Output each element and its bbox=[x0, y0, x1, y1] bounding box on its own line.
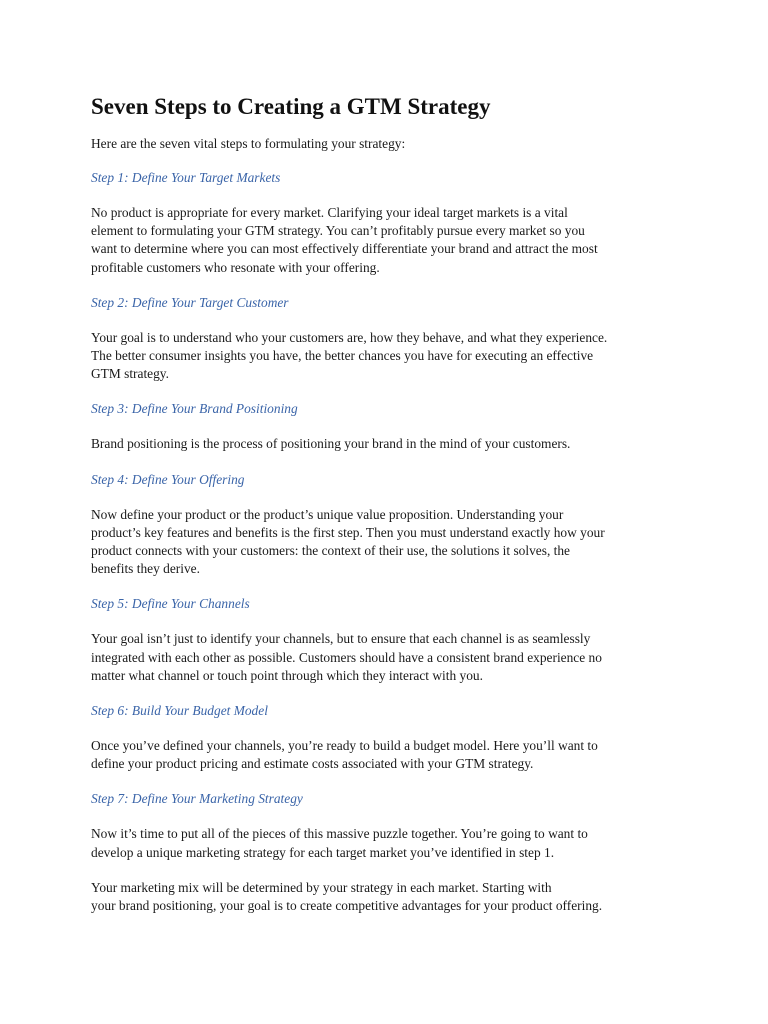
step-2-paragraph bbox=[91, 329, 683, 384]
document-title: Seven Steps to Creating a GTM Strategy bbox=[91, 94, 491, 119]
paragraph-line: Now define your product or the product’s unique value proposition. Understanding your bbox=[91, 506, 564, 522]
step-4-paragraph bbox=[91, 506, 683, 579]
paragraph-line: Once you’ve defined your channels, you’re ready to build a budget model. Here you’ll want to bbox=[91, 738, 598, 754]
step-1-paragraph bbox=[91, 204, 683, 277]
paragraph-line: Now it’s time to put all of the pieces of this massive puzzle together. You’re going to want to bbox=[91, 826, 588, 842]
paragraph-line: product’s key features and benefits is the first step. Then you must understand exactly how your bbox=[91, 524, 605, 540]
paragraph-line: define your product pricing and estimate costs associated with your GTM strategy. bbox=[91, 756, 534, 772]
paragraph-line: Your goal is to understand who your customers are, how they behave, and what they experience. bbox=[91, 329, 608, 345]
paragraph-line: matter what channel or touch point through which they interact with you. bbox=[91, 667, 483, 683]
document-page bbox=[91, 92, 683, 932]
paragraph-line: GTM strategy. bbox=[91, 366, 169, 382]
paragraph-line: your brand positioning, your goal is to create competitive advantages for your product offering. bbox=[91, 898, 603, 914]
paragraph-line: benefits they derive. bbox=[91, 561, 200, 577]
step-6-heading: Step 6: Build Your Budget Model bbox=[91, 703, 268, 719]
step-3-paragraph bbox=[91, 435, 683, 453]
paragraph-line: develop a unique marketing strategy for each target market you’ve identified in step 1. bbox=[91, 844, 555, 860]
paragraph-line: profitable customers who resonate with your offering. bbox=[91, 259, 380, 275]
step-4-heading: Step 4: Define Your Offering bbox=[91, 471, 245, 487]
paragraph-line: Brand positioning is the process of positioning your brand in the mind of your customers. bbox=[91, 436, 571, 452]
paragraph-line: integrated with each other as possible. Customers should have a consistent brand experience no bbox=[91, 649, 602, 665]
step-6-paragraph bbox=[91, 737, 683, 773]
paragraph-line: Your goal isn’t just to identify your channels, but to ensure that each channel is as seamlessly bbox=[91, 631, 591, 647]
step-3-heading: Step 3: Define Your Brand Positioning bbox=[91, 401, 298, 417]
step-7-heading: Step 7: Define Your Marketing Strategy bbox=[91, 791, 303, 807]
paragraph-line: want to determine where you can most effectively differentiate your brand and attract the most bbox=[91, 241, 598, 257]
closing-paragraph bbox=[91, 879, 683, 915]
paragraph-line: No product is appropriate for every market. Clarifying your ideal target markets is a vital bbox=[91, 205, 568, 220]
step-5-heading: Step 5: Define Your Channels bbox=[91, 596, 250, 612]
paragraph-line: The better consumer insights you have, the better chances you have for executing an effective bbox=[91, 348, 594, 364]
step-2-heading: Step 2: Define Your Target Customer bbox=[91, 294, 289, 310]
paragraph-line: Your marketing mix will be determined by your strategy in each market. Starting with bbox=[91, 879, 552, 895]
step-5-paragraph bbox=[91, 630, 683, 685]
intro-paragraph: Here are the seven vital steps to formulating your strategy: bbox=[91, 136, 406, 151]
paragraph-line: element to formulating your GTM strategy. You can’t profitably pursue every market so you bbox=[91, 223, 585, 239]
step-1-heading: Step 1: Define Your Target Markets bbox=[91, 170, 281, 185]
step-7-paragraph bbox=[91, 825, 683, 861]
paragraph-line: product connects with your customers: the context of their use, the solutions it solves, the bbox=[91, 543, 570, 559]
